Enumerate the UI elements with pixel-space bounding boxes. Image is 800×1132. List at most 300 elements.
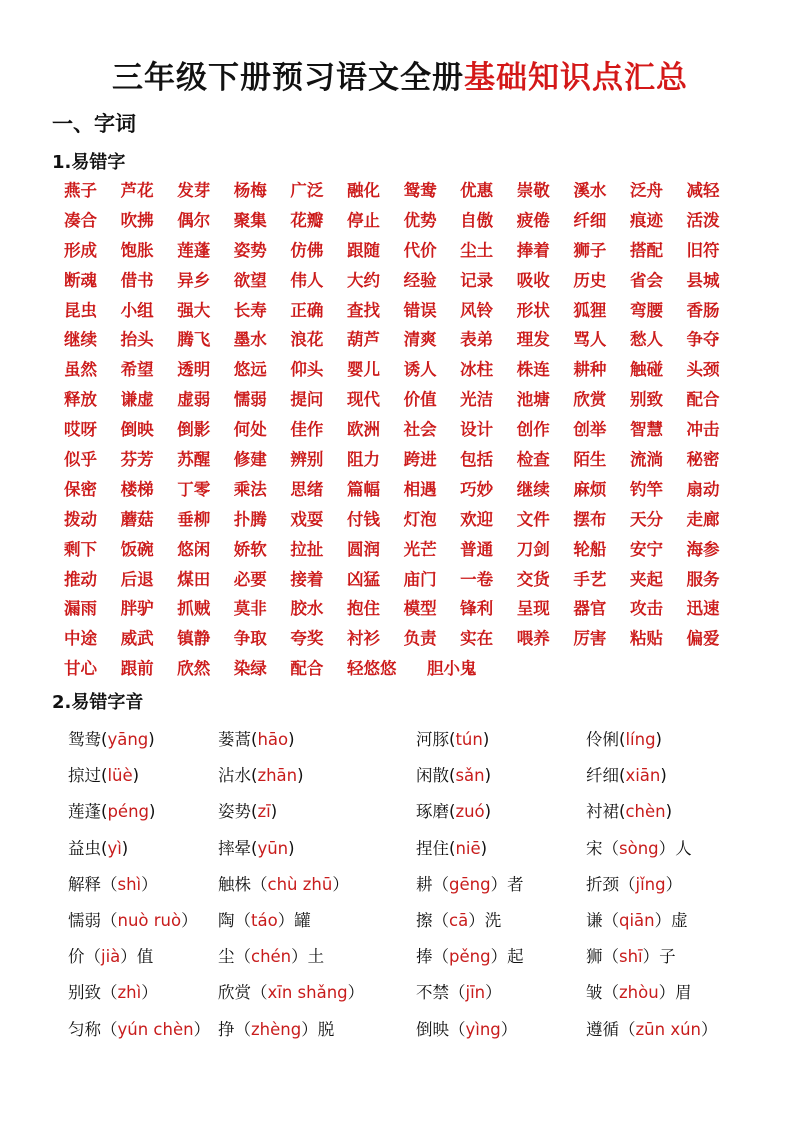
word-text: ) [665, 802, 673, 822]
typo-word: 搭配 [629, 240, 663, 260]
word-text: ） [141, 983, 158, 1003]
typo-word: 吸收 [516, 270, 550, 290]
typo-word: 透明 [177, 360, 211, 380]
word-text: 衬裙( [586, 802, 626, 822]
pinyin-text: chén [251, 947, 292, 967]
typo-word: 正确 [290, 300, 324, 320]
word-text: ) [480, 838, 488, 858]
typo-word: 偏爱 [686, 629, 720, 649]
word-text: 触株（ [218, 874, 268, 894]
typo-word: 一卷 [460, 569, 494, 589]
typo-word: 伟人 [290, 270, 324, 290]
typo-word: 戏耍 [290, 509, 324, 529]
word-row [64, 266, 744, 296]
word-row [64, 445, 744, 475]
typo-word: 历史 [573, 270, 607, 290]
word-text: ) [482, 730, 490, 749]
typo-word: 倒映 [120, 420, 154, 440]
pronunciation-item [416, 939, 524, 975]
typo-word: 负责 [403, 629, 437, 649]
word-row [64, 654, 744, 684]
word-text: ) [484, 802, 492, 822]
pronunciation-item [586, 975, 692, 1011]
pronunciation-item [68, 975, 158, 1011]
typo-word: 记录 [460, 270, 494, 290]
typo-word: 苏醒 [177, 450, 211, 470]
typo-word: 胶水 [290, 599, 324, 619]
typo-word: 旧符 [686, 240, 720, 260]
typo-word: 接着 [290, 569, 324, 589]
typo-word: 衬衫 [346, 629, 380, 649]
typo-word: 设计 [460, 420, 494, 440]
typo-word: 懦弱 [233, 390, 267, 410]
pronunciation-item [586, 939, 676, 975]
typo-word: 经验 [403, 270, 437, 290]
pinyin-text: zhèng [251, 1019, 302, 1039]
typo-word: 楼梯 [120, 479, 154, 499]
typo-word: 虽然 [64, 360, 97, 380]
word-text: 蒌蒿( [218, 730, 258, 749]
pinyin-text: zūn xún [635, 1019, 702, 1039]
typo-word: 大约 [346, 270, 380, 290]
typo-word: 推动 [64, 569, 97, 589]
word-text: ） [485, 983, 502, 1003]
typo-word: 检查 [516, 450, 550, 470]
typo-word: 耕种 [573, 360, 607, 380]
typo-word: 姿势 [233, 240, 267, 260]
typo-word: 文件 [516, 509, 550, 529]
typo-word: 别致 [629, 390, 663, 410]
pinyin-text: jià [101, 947, 121, 967]
typo-word: 莫非 [233, 599, 267, 619]
word-text: 捧（ [416, 947, 449, 967]
typo-word: 发芽 [177, 181, 211, 200]
word-text: 沾水( [218, 766, 258, 786]
typo-word: 拉扯 [290, 539, 324, 559]
pinyin-text: xiān [625, 766, 661, 786]
word-text: 解释（ [68, 874, 118, 894]
typo-word: 保密 [64, 479, 97, 499]
pronunciation-grid [68, 722, 768, 1048]
typo-word: 佳作 [290, 420, 324, 440]
typo-word: 表弟 [460, 330, 494, 350]
typo-word: 甘心 [64, 659, 97, 679]
typo-word: 阻力 [346, 450, 380, 470]
word-text: ) [655, 730, 662, 749]
typo-word: 染绿 [233, 659, 267, 679]
typo-word: 释放 [64, 390, 97, 410]
typo-word: 垂柳 [177, 509, 211, 529]
typo-word: 似乎 [64, 450, 97, 470]
typo-word: 圆润 [346, 539, 380, 559]
typo-word: 蘑菇 [120, 509, 154, 529]
typo-word: 异乡 [177, 270, 211, 290]
pronunciation-item [416, 867, 524, 903]
typo-word: 抓贼 [177, 599, 211, 619]
typo-word: 墨水 [233, 330, 267, 350]
typo-word: 器官 [573, 599, 607, 619]
typo-word: 骂人 [573, 330, 607, 350]
pronunciation-row [68, 1012, 768, 1048]
pinyin-text: xīn shǎng [267, 983, 348, 1003]
typo-word: 辨别 [290, 450, 324, 470]
pinyin-text: lüè [107, 766, 133, 786]
typo-word: 呈现 [516, 599, 550, 619]
typo-word: 芦花 [120, 181, 154, 200]
typo-word: 跟前 [120, 659, 154, 679]
subheading-typos: 1.易错字 [52, 152, 126, 173]
pronunciation-item [586, 831, 692, 867]
subheading-pronunciation: 2.易错字音 [52, 692, 144, 713]
typo-word: 秘密 [686, 450, 720, 470]
word-text: ） [332, 874, 349, 894]
typo-word: 思绪 [290, 479, 324, 499]
typo-word: 修建 [233, 450, 267, 470]
typo-word: 争取 [233, 629, 267, 649]
typo-word: 冰柱 [460, 360, 494, 380]
typo-word: 煤田 [177, 569, 211, 589]
typo-word-grid [64, 176, 744, 684]
word-text: ）罐 [277, 910, 311, 930]
word-text: 挣（ [218, 1019, 251, 1039]
word-text: 折颈（ [586, 874, 636, 894]
typo-word: 希望 [120, 360, 154, 380]
typo-word: 付钱 [346, 509, 380, 529]
typo-word: 剩下 [64, 539, 97, 559]
word-text: 闲散( [416, 766, 456, 786]
typo-word: 谦虚 [120, 390, 154, 410]
word-text: 河豚( [416, 730, 456, 749]
pronunciation-item [416, 975, 502, 1011]
pronunciation-item [218, 794, 277, 830]
typo-word: 捧着 [516, 240, 550, 260]
typo-word: 钓竿 [629, 479, 663, 499]
word-row [64, 415, 744, 445]
typo-word: 腾飞 [177, 330, 211, 350]
pronunciation-row [68, 903, 768, 939]
word-text: ）土 [291, 947, 325, 967]
pinyin-text: yūn [257, 838, 289, 858]
word-text: 不禁（ [416, 983, 466, 1003]
pronunciation-row [68, 975, 768, 1011]
typo-word: 优势 [403, 210, 437, 230]
word-text: 谦（ [586, 910, 619, 930]
pronunciation-item [218, 1012, 334, 1048]
word-text: 遵循（ [586, 1019, 636, 1039]
word-text: 宋（ [586, 838, 619, 858]
typo-word: 触碰 [629, 360, 663, 380]
typo-word: 香肠 [686, 300, 720, 320]
word-text: 尘（ [218, 947, 251, 967]
word-text: ) [148, 730, 155, 749]
typo-word: 强大 [177, 300, 211, 320]
typo-word: 麻烦 [573, 479, 607, 499]
typo-word: 活泼 [686, 210, 720, 230]
typo-word: 交货 [516, 569, 550, 589]
typo-word: 昆虫 [64, 300, 97, 320]
pronunciation-item [218, 867, 349, 903]
typo-word: 虚弱 [177, 390, 211, 410]
pronunciation-item [218, 939, 324, 975]
pronunciation-item [68, 939, 153, 975]
typo-word: 聚集 [233, 210, 267, 230]
pronunciation-row [68, 722, 768, 758]
word-text: ） [181, 910, 198, 930]
typo-word: 胖驴 [120, 599, 154, 619]
typo-word: 庙门 [403, 569, 437, 589]
typo-word: 浪花 [290, 330, 324, 350]
typo-word: 手艺 [573, 569, 607, 589]
typo-word: 粘贴 [629, 629, 663, 649]
typo-word: 跨进 [403, 450, 437, 470]
word-text: 价（ [68, 947, 101, 967]
pronunciation-item [218, 722, 295, 758]
page-title [0, 52, 800, 97]
pronunciation-item [416, 758, 491, 794]
typo-word: 莲蓬 [177, 240, 211, 260]
typo-word: 天分 [629, 509, 663, 529]
pronunciation-row [68, 939, 768, 975]
word-row [64, 176, 744, 206]
word-text: 皱（ [586, 983, 619, 1003]
pinyin-text: zhì [117, 983, 142, 1003]
typo-word: 县城 [686, 270, 720, 290]
typo-word: 借书 [120, 270, 154, 290]
pronunciation-item [68, 903, 198, 939]
typo-word: 威武 [120, 629, 154, 649]
pinyin-text: nuò ruò [117, 910, 182, 930]
typo-word: 刀剑 [516, 539, 550, 559]
typo-word: 攻击 [629, 599, 663, 619]
typo-word: 欢迎 [460, 509, 494, 529]
word-text: 莲蓬( [68, 802, 108, 822]
typo-word: 断魂 [64, 270, 97, 290]
typo-word: 厉害 [573, 629, 607, 649]
pronunciation-item [416, 722, 489, 758]
typo-word: 夹起 [629, 569, 663, 589]
typo-word: 广泛 [290, 181, 324, 200]
pinyin-text: zhòu [619, 983, 659, 1003]
pronunciation-item [586, 867, 682, 903]
word-text: ） [701, 1019, 718, 1039]
pinyin-text: yāng [107, 730, 149, 749]
typo-word: 灯泡 [403, 509, 437, 529]
pronunciation-item [416, 1012, 517, 1048]
word-text: ）眉 [658, 983, 692, 1003]
typo-word: 查找 [346, 300, 380, 320]
typo-word: 走廊 [686, 509, 720, 529]
typo-word: 安宁 [629, 539, 663, 559]
typo-word: 株连 [516, 360, 550, 380]
word-text: ) [484, 766, 492, 786]
word-row [64, 535, 744, 565]
typo-word: 冲击 [686, 420, 720, 440]
typo-word: 省会 [629, 270, 663, 290]
word-text: 别致（ [68, 983, 118, 1003]
pinyin-text: hāo [257, 730, 289, 749]
word-text: 益虫( [68, 838, 108, 858]
word-row [64, 325, 744, 355]
typo-word: 吹拂 [120, 210, 154, 230]
typo-word: 智慧 [629, 420, 663, 440]
typo-word: 愁人 [629, 330, 663, 350]
pinyin-text: qiān [619, 910, 655, 930]
typo-word: 跟随 [346, 240, 380, 260]
title-red: 基础知识点汇总 [464, 60, 688, 96]
typo-word: 扑腾 [233, 509, 267, 529]
pinyin-text: pěng [449, 947, 491, 967]
pinyin-text: chù zhū [267, 874, 333, 894]
pinyin-text: shì [117, 874, 142, 894]
typo-word: 何处 [233, 420, 267, 440]
pronunciation-row [68, 794, 768, 830]
typo-word: 狐狸 [573, 300, 607, 320]
typo-word: 海参 [686, 539, 720, 559]
pinyin-text: zhān [257, 766, 298, 786]
typo-word: 巧妙 [460, 479, 494, 499]
typo-word: 葫芦 [346, 330, 380, 350]
pinyin-text: shī [619, 947, 643, 967]
typo-word: 燕子 [64, 181, 97, 200]
word-text: 狮（ [586, 947, 619, 967]
pinyin-text: sǎn [455, 766, 485, 786]
pinyin-text: yún chèn [117, 1019, 194, 1039]
typo-word: 形状 [516, 300, 550, 320]
typo-word: 轻悠悠 [346, 659, 397, 679]
word-text: ）起 [490, 947, 524, 967]
pinyin-text: jīn [465, 983, 486, 1003]
typo-word: 配合 [686, 390, 720, 410]
pronunciation-item [586, 794, 672, 830]
word-text: ） [193, 1019, 211, 1039]
typo-word: 镇静 [177, 629, 211, 649]
typo-word: 融化 [346, 181, 380, 200]
typo-word: 创举 [573, 420, 607, 440]
pronunciation-row [68, 867, 768, 903]
word-text: ) [132, 766, 140, 786]
typo-word: 流淌 [629, 450, 663, 470]
word-row [64, 206, 744, 236]
typo-word: 陌生 [573, 450, 607, 470]
typo-word: 迅速 [686, 599, 720, 619]
typo-word: 崇敬 [516, 181, 550, 200]
typo-word: 头颈 [686, 360, 720, 380]
typo-word: 狮子 [573, 240, 607, 260]
word-text: ) [270, 802, 278, 822]
word-row [64, 355, 744, 385]
word-text: ）虚 [654, 910, 688, 930]
typo-word: 扇动 [686, 479, 720, 499]
pinyin-text: chèn [625, 802, 666, 822]
typo-word: 自傲 [460, 210, 494, 230]
pronunciation-item [68, 831, 128, 867]
typo-word: 长寿 [233, 300, 267, 320]
typo-word: 普通 [460, 539, 494, 559]
typo-word: 理发 [516, 330, 550, 350]
word-text: ) [121, 838, 129, 858]
typo-word: 提问 [290, 390, 324, 410]
typo-word: 锋利 [460, 599, 494, 619]
typo-word: 欣赏 [573, 390, 607, 410]
typo-word: 凶猛 [346, 569, 380, 589]
word-text: 欣赏（ [218, 983, 268, 1003]
typo-word: 弯腰 [629, 300, 663, 320]
word-text: 琢磨( [416, 802, 456, 822]
typo-word: 配合 [290, 659, 324, 679]
pinyin-text: zuó [455, 802, 485, 822]
typo-word: 篇幅 [346, 479, 380, 499]
pinyin-text: zī [257, 802, 271, 822]
typo-word: 创作 [516, 420, 550, 440]
word-row [64, 296, 744, 326]
typo-word: 欣然 [177, 659, 211, 679]
typo-word: 哎呀 [64, 420, 97, 440]
typo-word: 娇软 [233, 539, 267, 559]
typo-word: 仿佛 [290, 240, 324, 260]
typo-word: 凑合 [64, 210, 97, 230]
pinyin-text: jǐng [635, 874, 666, 894]
word-text: 摔晕( [218, 838, 258, 858]
pronunciation-item [68, 1012, 210, 1048]
typo-word: 争夺 [686, 330, 720, 350]
word-row [64, 624, 744, 654]
pinyin-text: yì [107, 838, 122, 858]
word-text: 纤细( [586, 766, 626, 786]
word-text: 匀称（ [68, 1019, 118, 1039]
pronunciation-item [586, 903, 688, 939]
typo-word: 杨梅 [233, 181, 267, 200]
typo-word: 必要 [233, 569, 267, 589]
typo-word: 现代 [346, 390, 380, 410]
word-row [64, 236, 744, 266]
word-text: 陶（ [218, 910, 251, 930]
word-text: ） [665, 874, 683, 894]
typo-word: 悠闲 [177, 539, 211, 559]
pinyin-text: cā [449, 910, 469, 930]
word-row [64, 565, 744, 595]
pronunciation-row [68, 758, 768, 794]
typo-word: 后退 [120, 569, 154, 589]
typo-word: 疲倦 [516, 210, 550, 230]
word-text: ) [288, 838, 295, 858]
word-text: ）子 [642, 947, 676, 967]
pronunciation-item [68, 722, 155, 758]
typo-word: 抱住 [346, 599, 380, 619]
word-text: 懦弱（ [68, 910, 118, 930]
word-text: 姿势( [218, 802, 258, 822]
typo-word: 偶尔 [177, 210, 211, 230]
typo-word: 溪水 [573, 181, 607, 200]
word-text: ） [141, 874, 158, 894]
word-text: ）洗 [468, 910, 502, 930]
typo-word: 欧洲 [346, 420, 380, 440]
word-text: ）者 [490, 874, 524, 894]
typo-word: 光洁 [460, 390, 494, 410]
typo-word: 池塘 [516, 390, 550, 410]
typo-word: 模型 [403, 599, 437, 619]
pinyin-text: tún [455, 730, 483, 749]
word-text: ) [149, 802, 156, 822]
typo-word: 饱胀 [120, 240, 154, 260]
word-text: 掠过( [68, 766, 108, 786]
pronunciation-item [218, 758, 304, 794]
word-text: 鸳鸯( [68, 730, 108, 749]
typo-word: 光芒 [403, 539, 437, 559]
pronunciation-item [218, 831, 295, 867]
word-row [64, 594, 744, 624]
typo-word: 纤细 [573, 210, 607, 230]
typo-word: 泛舟 [629, 181, 663, 200]
